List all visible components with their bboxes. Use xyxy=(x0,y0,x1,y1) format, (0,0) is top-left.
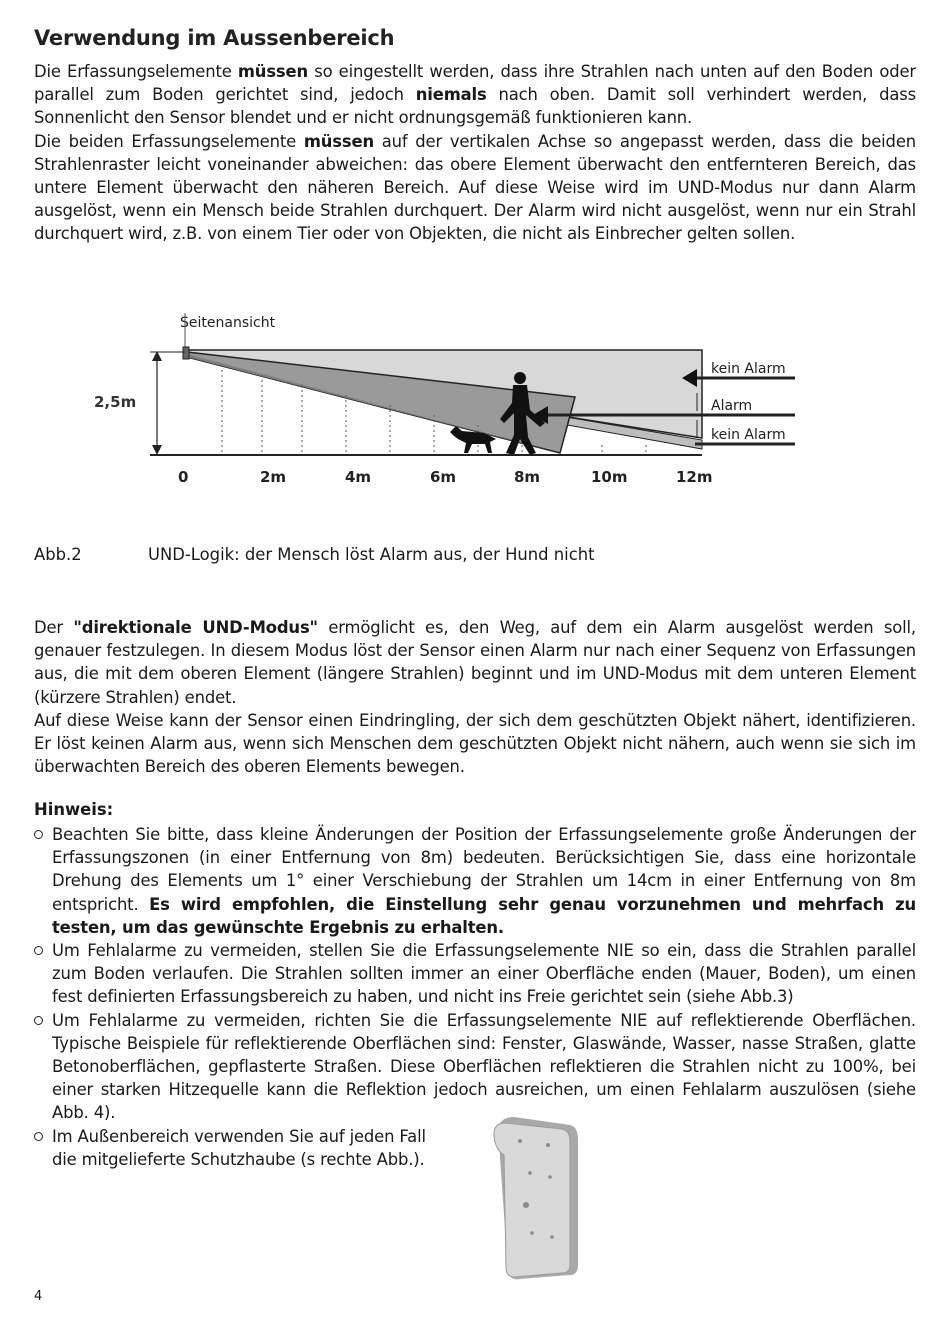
tick-label: 2m xyxy=(260,468,287,486)
figure-caption: UND-Logik: der Mensch löst Alarm aus, der Hund nicht xyxy=(148,545,595,564)
arrow-label-no-alarm-bottom: kein Alarm xyxy=(711,427,786,443)
list-item: Beachten Sie bitte, dass kleine Änderungen der Position der Erfassungselemente große Änderungen der Erfassungszonen (in einer Entfernung von 8m) bedeuten. Berücksichtigen Sie, dass eine horizontale Drehung des Elements um 1° einer Verschiebung der Strahlen um 14cm in einer Entfernung von 8m entspricht. Es wird empfohlen, die Einstellung sehr genau vorzunehmen und mehrfach zu testen, um das gewünschte Ergebnis zu erhalten. xyxy=(34,823,916,939)
hood-front xyxy=(494,1123,570,1277)
height-label: 2,5m xyxy=(94,393,137,411)
sensor-icon xyxy=(183,347,189,359)
list-item: Um Fehlalarme zu vermeiden, richten Sie die Erfassungselemente NIE auf reflektierende Oberflächen. Typische Beispiele für reflektierende Oberflächen sind: Fenster, Glaswände, Wasser, nasse Straßen, glatte Betonoberflächen, gepflasterte Straßen. Diese Oberflächen reflektieren die Strahlen nicht zu 100%, bei einer starken Hitzequelle kann die Reflektion jedoch ausreichen, um einen Fehlalarm auszulösen (siehe Abb. 4). xyxy=(34,1009,916,1125)
view-label: Seitenansicht xyxy=(180,315,276,331)
page-number: 4 xyxy=(34,1289,43,1304)
list-item: Im Außenbereich verwenden Sie auf jeden Fall die mitgelieferte Schutzhaube (s rechte Abb.). xyxy=(34,1125,452,1171)
bullet-circle-icon xyxy=(34,1016,43,1025)
bullet-circle-icon xyxy=(34,830,43,839)
tick-label: 0 xyxy=(178,468,189,486)
section-title: Verwendung im Aussenbereich xyxy=(34,26,395,50)
side-view-diagram xyxy=(90,305,810,505)
tick-label: 12m xyxy=(676,468,713,486)
height-arrow-down-icon xyxy=(152,445,162,455)
intro-paragraph-1: Die Erfassungselemente müssen so eingestellt werden, dass ihre Strahlen nach unten auf den Boden oder parallel zum Boden gerichtet sind, jedoch niemals nach oben. Damit soll verhindert werden, dass Sonnenlicht den Sensor blendet und er nicht ordnungsgemäß funktionieren kann. xyxy=(34,62,917,128)
hint-title: Hinweis: xyxy=(34,800,114,819)
arrow-label-no-alarm-top: kein Alarm xyxy=(711,361,786,377)
bullet-circle-icon xyxy=(34,1132,43,1141)
tick-label: 6m xyxy=(430,468,457,486)
intro-text xyxy=(34,60,916,246)
und-paragraph-1: Der "direktionale UND-Modus" ermöglicht es, den Weg, auf dem ein Alarm ausgelöst werden soll, genauer festzulegen. In diesem Modus löst der Sensor einen Alarm nur nach einer Sequenz von Erfassungen aus, die mit dem oberen Element (längere Strahlen) beginnt und im UND-Modus mit dem unteren Element (kürzere Strahlen) endet. xyxy=(34,618,916,707)
und-mode-text xyxy=(34,616,916,778)
tick-label: 10m xyxy=(591,468,628,486)
bullet-circle-icon xyxy=(34,946,43,955)
distance-ticks xyxy=(178,468,713,486)
tick-label: 4m xyxy=(345,468,372,486)
list-item: Um Fehlalarme zu vermeiden, stellen Sie die Erfassungselemente NIE so ein, dass die Strahlen parallel zum Boden verlaufen. Die Strahlen sollten immer an einer Oberfläche enden (Mauer, Boden), um einen fest definierten Erfassungsbereich zu haben, und nicht ins Freie gerichtet sein (siehe Abb.3) xyxy=(34,939,916,1009)
tick-label: 8m xyxy=(514,468,541,486)
intro-paragraph-2: Die beiden Erfassungselemente müssen auf der vertikalen Achse so angepasst werden, dass die beiden Strahlenraster leicht voneinander abweichen: das obere Element überwacht den entfernteren Bereich, das untere Element überwacht den näheren Bereich. Auf diese Weise wird im UND-Modus nur dann Alarm ausgelöst, wenn ein Mensch beide Strahlen durchquert. Der Alarm wird nicht ausgelöst, wenn nur ein Strahl durchquert wird, z.B. von einem Tier oder von Objekten, die nicht als Einbrecher gelten sollen. xyxy=(34,131,916,244)
und-paragraph-2: Auf diese Weise kann der Sensor einen Eindringling, der sich dem geschützten Objekt nähert, identifizieren. Er löst keinen Alarm aus, wenn sich Menschen dem geschützten Objekt nicht nähern, auch wenn sie sich im überwachten Bereich des oberen Elements bewegen. xyxy=(34,710,916,777)
hint-list xyxy=(34,823,916,1171)
protective-hood-image xyxy=(490,1115,585,1283)
arrow-label-alarm: Alarm xyxy=(711,398,753,414)
figure-number: Abb.2 xyxy=(34,545,82,564)
